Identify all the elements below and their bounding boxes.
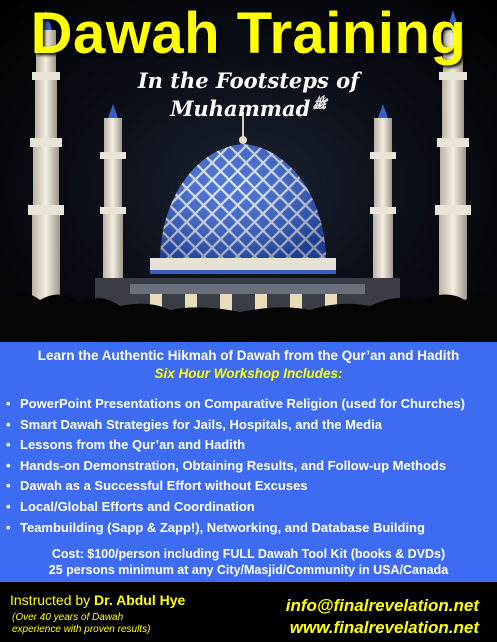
- subtitle-line-1: In the Footsteps of: [137, 68, 360, 93]
- list-item: [6, 476, 465, 497]
- cost-line: Cost: $100/person including FULL Dawah Tool Kit (books & DVDs): [51, 547, 446, 561]
- bullet-icon: •: [6, 396, 11, 411]
- list-item-text: Smart Dawah Strategies for Jails, Hospitals, and the Media: [20, 416, 382, 432]
- list-item-text: Hands-on Demonstration, Obtaining Results, and Follow-up Methods: [20, 457, 447, 473]
- bullet-icon: •: [6, 478, 11, 494]
- list-item: [6, 456, 465, 477]
- headline: Learn the Authentic Hikmah of Dawah from the Qur’an and Hadith: [37, 348, 460, 363]
- main-dome: [150, 112, 336, 274]
- email-link[interactable]: info@finalrevelation.net: [285, 596, 479, 615]
- list-item: [6, 497, 465, 518]
- bullet-icon: •: [6, 457, 11, 473]
- minimum-line: 25 persons minimum at any City/Masjid/Community in USA/Canada: [48, 563, 449, 577]
- page-title: Dawah Training: [30, 1, 467, 66]
- list-item-text: Lessons from the Qur’an and Hadith: [20, 437, 246, 453]
- subtitle-name: Muhammad: [170, 96, 311, 121]
- honorific-glyph: ﷺ: [312, 97, 327, 111]
- bullet-icon: •: [6, 437, 11, 453]
- bullet-icon: •: [6, 416, 11, 432]
- website-link[interactable]: www.finalrevelation.net: [289, 618, 479, 637]
- experience-note: (Over 40 years of Dawah experience with proven results): [12, 612, 151, 635]
- info-panel: [0, 342, 497, 582]
- list-item: [6, 394, 465, 415]
- list-item: [6, 435, 465, 456]
- instructed-label: Instructed by: [10, 592, 91, 608]
- list-item-text: Teambuilding (Sapp & Zapp!), Networking, and Database Building: [20, 519, 425, 535]
- list-item: [6, 415, 465, 436]
- subtitle-line-2: [0, 96, 497, 121]
- list-item: [6, 518, 465, 539]
- list-item-text: Dawah as a Successful Effort without Excuses: [20, 478, 308, 494]
- workshop-list: [6, 394, 465, 538]
- list-item-text: PowerPoint Presentations on Comparative Religion (used for Churches): [20, 396, 465, 411]
- bullet-icon: •: [6, 519, 11, 535]
- list-item-text: Local/Global Efforts and Coordination: [20, 498, 255, 514]
- instructor-line: [10, 592, 185, 608]
- footer: [0, 582, 497, 642]
- bullet-icon: •: [6, 498, 11, 514]
- instructor-name: Dr. Abdul Hye: [94, 592, 186, 608]
- workshop-title: Six Hour Workshop Includes:: [154, 366, 343, 381]
